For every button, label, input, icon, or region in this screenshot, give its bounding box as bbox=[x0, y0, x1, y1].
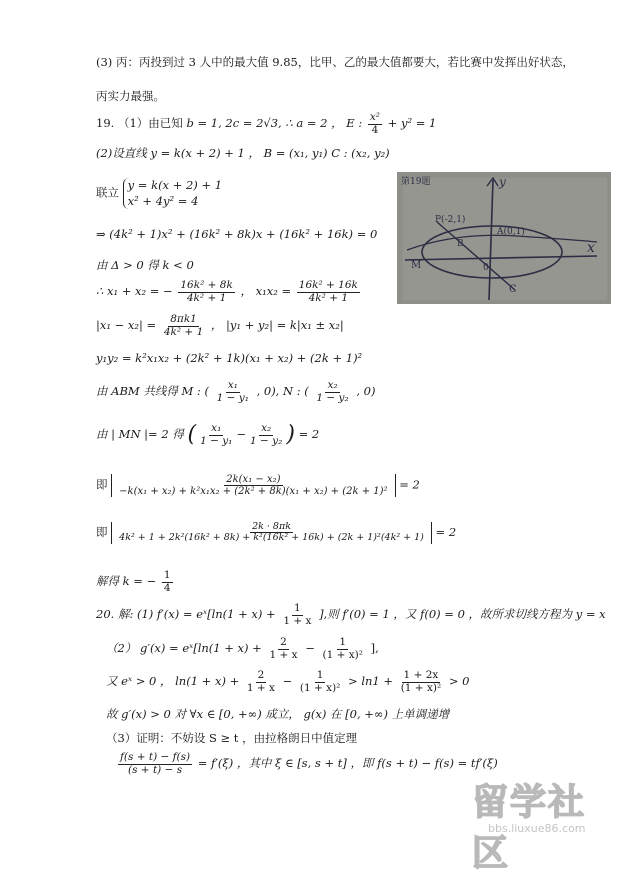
you-mid: > ln1 + bbox=[348, 674, 394, 689]
system-eq1: y = k(x + 2) + 1 bbox=[127, 178, 223, 192]
sketch-label-M: M bbox=[411, 260, 422, 271]
q18-part3-line1: (3) 丙：丙投到过 3 人中的最大值 9.85，比甲、乙的最大值都要大，若比赛中发挥出好状态， bbox=[96, 55, 574, 69]
handdrawn-ellipse-sketch bbox=[397, 172, 611, 304]
ji-line-2 bbox=[96, 522, 456, 544]
sketch-label-P: P(-2,1) bbox=[435, 215, 466, 225]
vieta-line bbox=[96, 280, 362, 304]
y1y2-line: y₁y₂ = k²x₁x₂ + (2k² + 1k)(x₁ + x₂) + (2k + 1)² bbox=[96, 351, 363, 365]
mn-tail: = 2 bbox=[298, 427, 320, 442]
ellipse-x-fraction: $\frac{\text{x²}}{4}$ bbox=[369, 111, 380, 136]
solve-line bbox=[96, 570, 175, 594]
solve-prefix: 解得 k = − bbox=[96, 574, 157, 589]
watermark-url: bbs.liuxue86.com bbox=[488, 822, 586, 835]
sketch-label-y: y bbox=[499, 175, 506, 189]
vieta-prefix: ∴ x₁ + x₂ = − bbox=[96, 284, 173, 299]
ji-abs-2: 2k · 8πk 4k² + 1 + 2k²(16k² + 8k) + k²(16k² + 16k) + (2k + 1)²(4k² + 1) bbox=[111, 522, 432, 544]
q19-part1-values: b = 1, 2c = 2√3, ∴ a = 2 ， bbox=[186, 116, 343, 131]
q20-part1-fraction: $\frac{1}{1 + x}$ bbox=[283, 602, 312, 627]
q20-part2: （2） g′(x) = eˣ[ln(1 + x) + $\frac{2}{1 + x}$ − $\frac{1}{\text{(1 + x)²}}$ ], bbox=[106, 636, 379, 661]
mn-length-line bbox=[96, 422, 319, 448]
you-tail: > 0 bbox=[448, 674, 470, 689]
q20-you-line: 又 eˣ > 0 ， ln(1 + x) + $\frac{2}{1 + x}$ − $\frac{1}{\text{(1 + x)²}}$ > ln1 + $\frac{1 + 2x}{\text{(1 + x)²}}$ > 0 bbox=[106, 669, 470, 694]
ji-label-2: 即 bbox=[96, 524, 108, 539]
difference-tail: ， |y₁ + y₂| = k|x₁ ± x₂| bbox=[210, 318, 344, 333]
q19-part1-prefix: （1）由已知 bbox=[117, 116, 183, 131]
sketch-drawing bbox=[397, 172, 611, 304]
sketch-label-C: C bbox=[509, 284, 517, 295]
q19-part1-e: E : bbox=[346, 116, 363, 131]
sketch-label-B: B bbox=[457, 239, 464, 249]
q20-part2-tail: ], bbox=[370, 641, 379, 656]
q20-gu-line: 故 g′(x) > 0 对 ∀x ∈ [0, +∞) 成立， g(x) 在 [0, +∞) 上单调递增 bbox=[106, 707, 450, 721]
q20-part1-tail: ],则 f′(0) = 1 ，又 f(0) = 0 ，故所求切线方程为 y = x bbox=[319, 607, 606, 622]
lagrange-line bbox=[116, 752, 498, 776]
abm-tail: , 0) bbox=[356, 384, 376, 399]
q19-number: 19. bbox=[96, 116, 115, 131]
lagrange-fraction: $\frac{f(s + t) - f(s)}{(s + t) - s}$ bbox=[120, 751, 191, 776]
delta-condition: 由 Δ > 0 得 k < 0 bbox=[96, 258, 194, 272]
difference-line bbox=[96, 314, 344, 338]
q19-part2-line: (2)设直线 y = k(x + 2) + 1 ， B = (x₁, y₁) C : (x₂, y₂) bbox=[96, 146, 390, 160]
sketch-label-A: A(0,1) bbox=[497, 227, 525, 237]
mn-paren: ( $\frac{\text{x₁}}{\text{1 − y₁}}$ − $\frac{\text{x₂}}{\text{1 − y₂}}$ ) bbox=[187, 422, 294, 448]
q20-part3: （3）证明：不妨设 S ≥ t ，由拉格朗日中值定理 bbox=[106, 731, 358, 745]
ji-tail-1: = 2 bbox=[399, 477, 420, 492]
ji-line-1 bbox=[96, 474, 420, 497]
mn-prefix: 由 | MN |= 2 得 bbox=[96, 427, 184, 442]
vieta-product-fraction: $\frac{\text{16k² + 16k}}{\text{4k² + 1}}$ bbox=[298, 279, 358, 304]
q19-part1-tail: + y² = 1 bbox=[387, 116, 437, 131]
abm-collinear-line bbox=[96, 380, 375, 404]
ji-label-1: 即 bbox=[96, 477, 108, 492]
difference-fraction: $\frac{8\pi k1}{\text{4k² + 1}}$ bbox=[163, 313, 204, 338]
sketch-label-O: 0 bbox=[483, 263, 489, 273]
watermark bbox=[472, 774, 622, 874]
lagrange-tail: = f′(ξ) ，其中 ξ ∈ [s, s + t] ，即 f(s + t) − f(s) = tf′(ξ) bbox=[197, 756, 498, 771]
quadratic-equation: ⇒ (4k² + 1)x² + (16k² + 8k)x + (16k² + 16k) = 0 bbox=[96, 227, 378, 241]
solve-fraction: $\frac{1}{4}$ bbox=[163, 569, 171, 594]
abm-n-fraction: $\frac{\text{x₂}}{\text{1 − y₂}}$ bbox=[316, 379, 349, 404]
q19-part1 bbox=[96, 112, 436, 136]
sketch-label-x: x bbox=[587, 240, 595, 256]
abm-mid: , 0), N : ( bbox=[256, 384, 309, 399]
difference-prefix: |x₁ − x₂| = bbox=[96, 318, 157, 333]
q20-part1-prefix: 20. 解: (1) f′(x) = eˣ[ln(1 + x) + bbox=[96, 607, 276, 622]
vieta-mid: ， x₁x₂ = bbox=[240, 284, 292, 299]
you-prefix: 又 eˣ > 0 ， ln(1 + x) + bbox=[106, 674, 240, 689]
ji-tail-2: = 2 bbox=[435, 524, 457, 539]
system-brace bbox=[123, 178, 222, 209]
q20-part2-prefix: （2） g′(x) = eˣ[ln(1 + x) + bbox=[106, 641, 262, 656]
lianli-label: 联立 bbox=[96, 185, 119, 200]
abm-prefix: 由 ABM 共线得 M : ( bbox=[96, 384, 209, 399]
sketch-label-top: 第19题 bbox=[401, 177, 431, 187]
system-eq2: x² + 4y² = 4 bbox=[127, 193, 199, 208]
ji-abs-1: $\frac{\text{2k(x₁ − x₂)}}{\text{−k(x₁ + x₂) + k²x₁x₂ + (2k² + 8k)(x₁ + x₂) + (2k + 1)²}}$ bbox=[111, 474, 395, 497]
q18-part3-line2: 丙实力最强。 bbox=[96, 89, 165, 103]
vieta-sum-fraction: $\frac{\text{16k² + 8k}}{\text{4k² + 1}}$ bbox=[180, 279, 233, 304]
q20-part1 bbox=[96, 603, 606, 627]
watermark-logo: 留学社区 bbox=[472, 782, 587, 874]
simultaneous-system bbox=[96, 178, 222, 209]
abm-m-fraction: $\frac{\text{x₁}}{\text{1 − y₁}}$ bbox=[216, 379, 249, 404]
